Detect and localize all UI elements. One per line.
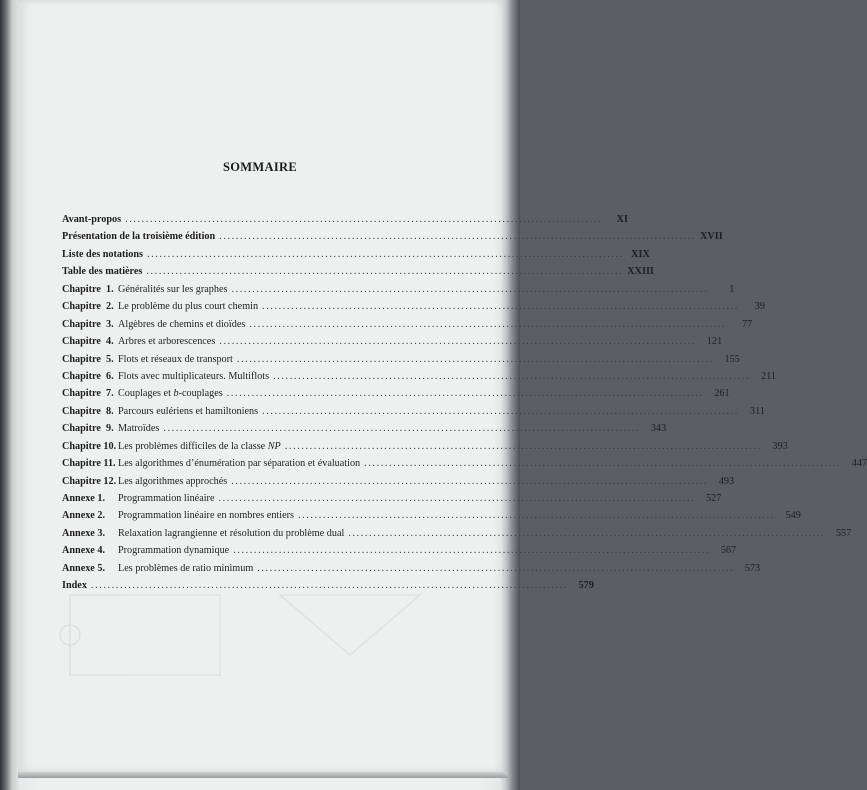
entry-page: 261	[714, 388, 730, 400]
leader-dots: ...................................................................................................................	[262, 405, 739, 417]
entry-page: XIX	[631, 248, 650, 260]
toc-entry-chapter	[62, 405, 765, 423]
entry-label: Avant-propos	[62, 214, 122, 225]
toc-entry-front	[62, 248, 650, 266]
entry-page: XI	[616, 214, 628, 225]
toc-entry-chapter	[62, 301, 765, 318]
entry-page: 493	[718, 475, 735, 487]
toc-entry-annex	[62, 527, 852, 545]
toc-entry-chapter	[62, 318, 753, 336]
entry-label: Liste des notations	[62, 248, 143, 260]
entry-page: 567	[720, 545, 737, 557]
leader-dots: ...................................................................................................................	[231, 283, 709, 295]
chapter-title: Couplages et b-couplages	[118, 388, 223, 400]
leader-dots: ...................................................................................................................	[284, 440, 762, 452]
chapter-title: Généralités sur les graphes	[118, 283, 228, 295]
annex-label: Annexe 3.	[62, 527, 106, 539]
page-title: SOMMAIRE	[223, 160, 297, 174]
chapter-label: Chapitre 12.	[62, 475, 117, 487]
toc-entry-chapter	[62, 283, 735, 301]
toc-entry-chapter	[62, 440, 788, 458]
entry-page: 527	[706, 493, 722, 504]
entry-page: 1	[729, 283, 735, 295]
toc-entry-chapter	[62, 388, 730, 405]
leader-dots: ...................................................................................................................	[146, 266, 624, 278]
leader-dots: ...................................................................................................................	[273, 370, 750, 382]
entry-page: 549	[785, 510, 801, 522]
leader-dots: ...................................................................................................................	[219, 336, 697, 348]
toc-entry-chapter	[62, 458, 867, 475]
entry-page: 579	[578, 580, 594, 592]
entry-page: 393	[772, 440, 788, 452]
entry-page: 311	[750, 405, 765, 417]
chapter-label: Chapitre 4.	[62, 336, 114, 348]
chapter-label: Chapitre 3.	[62, 318, 114, 330]
leader-dots: ...................................................................................................................	[297, 510, 775, 522]
entry-label: Index	[62, 580, 87, 592]
entry-label: Présentation de la troisième édition	[62, 231, 216, 243]
leader-dots: ...................................................................................................................	[125, 214, 602, 225]
leader-dots: ...................................................................................................................	[219, 231, 697, 243]
entry-page: 343	[650, 423, 667, 435]
toc-entry-index	[62, 580, 594, 597]
toc-entry-chapter	[62, 370, 776, 388]
leader-dots: ...................................................................................................................	[262, 301, 739, 313]
leader-dots: ...................................................................................................................	[233, 545, 711, 557]
annex-label: Annexe 4.	[62, 545, 106, 557]
chapter-label: Chapitre 5.	[62, 353, 114, 365]
entry-label: Table des matières	[62, 266, 143, 278]
leader-dots: ...................................................................................................................	[226, 388, 704, 400]
leader-dots: ...................................................................................................................	[257, 562, 735, 574]
chapter-title: Le problème du plus court chemin	[118, 301, 259, 313]
chapter-title: Matroïdes	[118, 423, 160, 435]
toc-entry-chapter	[62, 353, 740, 371]
toc-entry-annex	[62, 510, 801, 527]
leader-dots: ...................................................................................................................	[218, 493, 696, 504]
toc-entry-annex	[62, 493, 722, 510]
table-of-contents	[62, 214, 867, 598]
chapter-label: Chapitre 10.	[62, 440, 117, 452]
leader-dots: ...................................................................................................................	[163, 423, 641, 435]
toc-entry-front	[62, 266, 654, 283]
leader-dots: ...................................................................................................................	[146, 248, 624, 260]
chapter-label: Chapitre 1.	[62, 283, 114, 295]
leader-dots: ...................................................................................................................	[364, 458, 842, 470]
entry-page: 573	[744, 562, 761, 574]
annex-title: Programmation linéaire	[118, 493, 215, 504]
toc-entry-chapter	[62, 423, 667, 440]
entry-page: 155	[724, 353, 740, 365]
leader-dots: ...................................................................................................................	[249, 318, 727, 330]
chapter-title: Arbres et arborescences	[118, 336, 216, 348]
annex-label: Annexe 2.	[62, 510, 106, 522]
chapter-label: Chapitre 2.	[62, 301, 114, 313]
entry-page: XVII	[700, 231, 723, 243]
entry-page: 121	[706, 336, 723, 348]
show-through-figure	[60, 585, 440, 705]
chapter-label: Chapitre 7.	[62, 388, 114, 400]
entry-page: 77	[742, 318, 753, 330]
chapter-label: Chapitre 9.	[62, 423, 114, 435]
page-edge	[18, 772, 508, 778]
toc-entry-annex	[62, 545, 737, 562]
toc-entry-front	[62, 214, 628, 231]
chapter-title: Algèbres de chemins et dioïdes	[118, 318, 246, 330]
entry-page: 447	[851, 458, 867, 470]
annex-title: Programmation dynamique	[118, 545, 230, 557]
leader-dots: ...................................................................................................................	[231, 475, 709, 487]
entry-page: XXIII	[627, 266, 654, 278]
entry-page: 557	[835, 527, 852, 539]
leader-dots: ...................................................................................................................	[348, 527, 826, 539]
entry-page: 39	[754, 301, 765, 313]
chapter-label: Chapitre 11.	[62, 458, 116, 470]
chapter-title: Les algorithmes d’énumération par séparation et évaluation	[118, 458, 361, 470]
toc-entry-chapter	[62, 475, 735, 493]
leader-dots: ...................................................................................................................	[236, 353, 714, 365]
chapter-title: Les problèmes difficiles de la classe NP	[118, 440, 281, 452]
annex-title: Les problèmes de ratio minimum	[118, 562, 254, 574]
annex-title: Programmation linéaire en nombres entiers	[118, 510, 294, 522]
chapter-title: Flots avec multiplicateurs. Multiflots	[118, 370, 270, 382]
toc-entry-front	[62, 231, 723, 248]
annex-label: Annexe 5.	[62, 562, 106, 574]
toc-entry-annex	[62, 562, 761, 580]
chapter-title: Les algorithmes approchés	[118, 475, 228, 487]
chapter-title: Flots et réseaux de transport	[118, 353, 233, 365]
annex-title: Relaxation lagrangienne et résolution du problème dual	[118, 527, 345, 539]
chapter-title: Parcours eulériens et hamiltoniens	[118, 405, 259, 417]
chapter-label: Chapitre 8.	[62, 405, 114, 417]
leader-dots: ...................................................................................................................	[90, 580, 568, 592]
entry-page: 211	[761, 370, 776, 382]
chapter-label: Chapitre 6.	[62, 370, 114, 382]
annex-label: Annexe 1.	[62, 493, 106, 504]
toc-entry-chapter	[62, 336, 723, 353]
